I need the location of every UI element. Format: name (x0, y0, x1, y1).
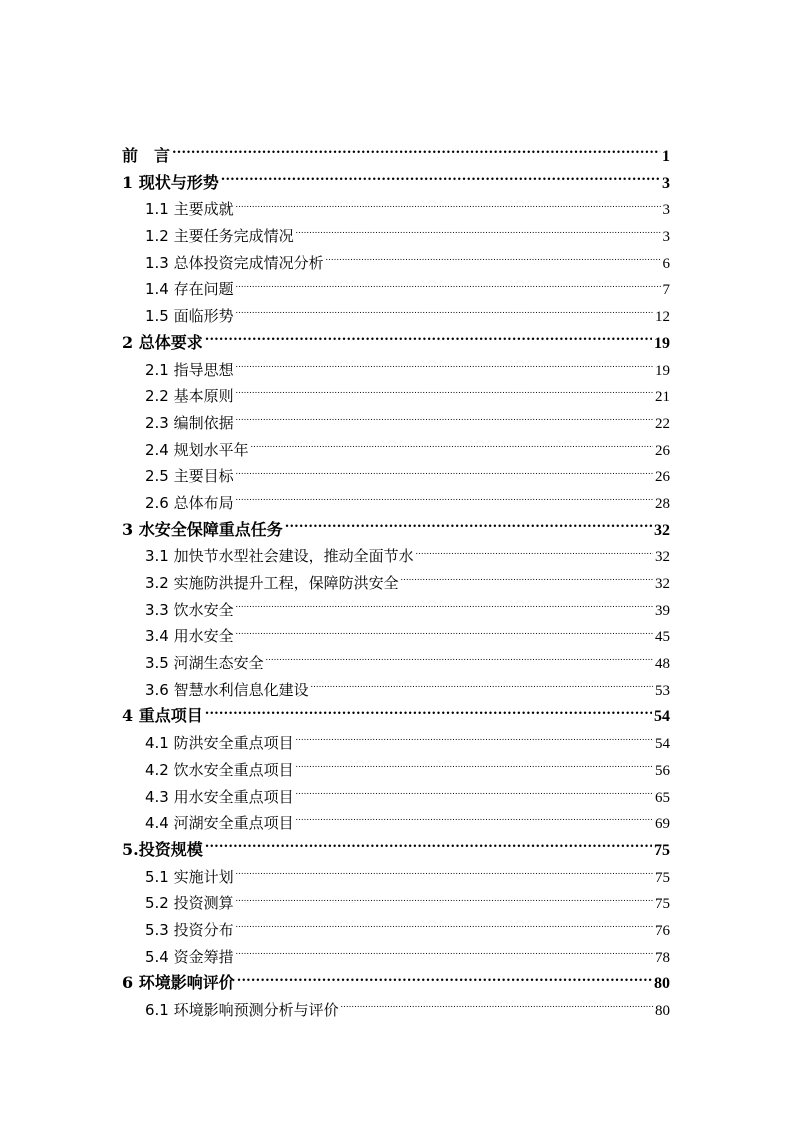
toc-entry-title: 6.1 环境影响预测分析与评价 (145, 1001, 339, 1019)
toc-entry-page-number: 54 (655, 736, 670, 753)
dot-leader (236, 199, 661, 214)
toc-entry-title: 3.6 智慧水利信息化建设 (145, 680, 309, 699)
toc-entry-title: 1.4 存在问题 (145, 280, 234, 299)
dot-leader (236, 306, 653, 321)
toc-entry-page-number: 12 (655, 309, 670, 326)
dot-leader (236, 600, 653, 615)
toc-entry-page-number: 3 (662, 174, 670, 192)
toc-chapter-entry[interactable] (122, 330, 670, 357)
dot-leader (172, 145, 660, 161)
dot-leader (285, 519, 652, 535)
toc-entry-title: 1 现状与形势 (122, 172, 219, 192)
toc-section-entry[interactable] (122, 810, 670, 837)
toc-entry-page-number: 6 (662, 255, 670, 272)
toc-section-entry[interactable] (122, 303, 670, 330)
toc-section-entry[interactable] (122, 864, 670, 891)
toc-section-entry[interactable] (122, 944, 670, 971)
toc-entry-page-number: 1 (662, 148, 670, 165)
dot-leader (205, 705, 652, 721)
toc-entry-title: 6 环境影响评价 (122, 973, 235, 993)
toc-entry-page-number: 3 (662, 202, 670, 219)
toc-chapter-entry[interactable] (122, 143, 670, 170)
toc-section-entry[interactable] (122, 223, 670, 250)
dot-leader (311, 680, 653, 695)
dot-leader (296, 733, 653, 748)
dot-leader (236, 626, 653, 641)
toc-section-entry[interactable] (122, 410, 670, 437)
toc-entry-title: 2.5 主要目标 (145, 467, 234, 486)
toc-entry-title: 4.2 饮水安全重点项目 (145, 760, 294, 779)
toc-entry-page-number: 7 (662, 282, 670, 299)
toc-entry-page-number: 32 (654, 521, 670, 539)
toc-section-entry[interactable] (122, 463, 670, 490)
toc-entry-title: 3.3 饮水安全 (145, 600, 234, 619)
toc-entry-title: 1.1 主要成就 (145, 200, 234, 219)
toc-entry-title: 1.3 总体投资完成情况分析 (145, 253, 324, 272)
toc-entry-page-number: 45 (655, 629, 670, 646)
toc-section-entry[interactable] (122, 917, 670, 944)
toc-section-entry[interactable] (122, 276, 670, 303)
toc-entry-title: 2.6 总体布局 (145, 493, 234, 512)
toc-entry-page-number: 78 (655, 949, 670, 966)
dot-leader (236, 386, 653, 401)
toc-entry-page-number: 21 (655, 389, 670, 406)
toc-entry-title: 5.1 实施计划 (145, 867, 234, 886)
dot-leader (236, 947, 653, 962)
toc-section-entry[interactable] (122, 757, 670, 784)
toc-entry-page-number: 65 (655, 789, 670, 806)
dot-leader (251, 440, 653, 455)
dot-leader (341, 1000, 653, 1015)
table-of-contents (122, 143, 670, 1024)
toc-entry-page-number: 56 (655, 762, 670, 779)
toc-entry-title: 3 水安全保障重点任务 (122, 519, 283, 539)
toc-entry-page-number: 3 (662, 229, 670, 246)
toc-entry-page-number: 75 (654, 841, 670, 859)
dot-leader (296, 226, 661, 241)
toc-entry-title: 3.2 实施防洪提升工程，保障防洪安全 (145, 574, 399, 592)
dot-leader (236, 867, 653, 882)
toc-entry-page-number: 32 (655, 576, 670, 592)
toc-entry-title: 2.1 指导思想 (145, 360, 234, 379)
toc-entry-title: 4.4 河湖安全重点项目 (145, 814, 294, 833)
toc-section-entry[interactable] (122, 383, 670, 410)
toc-entry-page-number: 75 (655, 869, 670, 886)
toc-entry-page-number: 76 (655, 922, 670, 939)
toc-section-entry[interactable] (122, 784, 670, 811)
toc-entry-title: 2.4 规划水平年 (145, 440, 249, 459)
dot-leader (266, 653, 653, 668)
toc-entry-title: 前 言 (122, 146, 171, 165)
toc-entry-page-number: 26 (655, 442, 670, 459)
toc-entry-page-number: 26 (655, 469, 670, 486)
toc-entry-page-number: 48 (655, 656, 670, 673)
toc-entry-title: 1.2 主要任务完成情况 (145, 227, 294, 246)
toc-entry-page-number: 69 (655, 816, 670, 833)
dot-leader (236, 413, 653, 428)
toc-section-entry[interactable] (122, 490, 670, 517)
toc-entry-page-number: 53 (655, 682, 670, 699)
toc-entry-title: 5.4 资金筹措 (145, 947, 234, 966)
toc-entry-title: 5.投资规模 (122, 839, 203, 859)
toc-section-entry[interactable] (122, 196, 670, 223)
toc-section-entry[interactable] (122, 597, 670, 624)
toc-entry-title: 4 重点项目 (122, 706, 203, 726)
toc-section-entry[interactable] (122, 677, 670, 704)
toc-section-entry[interactable] (122, 623, 670, 650)
toc-chapter-entry[interactable] (122, 970, 670, 997)
toc-section-entry[interactable] (122, 570, 670, 597)
toc-section-entry[interactable] (122, 357, 670, 384)
dot-leader (236, 279, 661, 294)
toc-entry-title: 3.1 加快节水型社会建设，推动全面节水 (145, 547, 414, 566)
toc-entry-page-number: 39 (655, 602, 670, 619)
toc-entry-title: 5.2 投资测算 (145, 894, 234, 913)
toc-entry-title: 3.5 河湖生态安全 (145, 654, 264, 673)
dot-leader (236, 360, 653, 375)
toc-chapter-entry[interactable] (122, 517, 670, 544)
toc-entry-page-number: 75 (655, 896, 670, 913)
dot-leader (205, 839, 652, 855)
dot-leader (326, 253, 661, 268)
toc-section-entry[interactable] (122, 890, 670, 917)
toc-chapter-entry[interactable] (122, 170, 670, 197)
toc-section-entry[interactable] (122, 997, 670, 1024)
dot-leader (236, 493, 653, 508)
toc-chapter-entry[interactable] (122, 703, 670, 730)
toc-entry-title: 4.1 防洪安全重点项目 (145, 734, 294, 753)
dot-leader (205, 332, 652, 348)
toc-entry-page-number: 22 (655, 415, 670, 432)
toc-entry-page-number: 54 (654, 708, 670, 726)
toc-entry-page-number: 80 (654, 975, 670, 993)
dot-leader (236, 920, 653, 935)
toc-entry-page-number: 80 (655, 1003, 670, 1019)
dot-leader (296, 760, 653, 775)
dot-leader (236, 893, 653, 908)
toc-entry-title: 2.3 编制依据 (145, 413, 234, 432)
toc-entry-title: 4.3 用水安全重点项目 (145, 787, 294, 806)
toc-section-entry[interactable] (122, 650, 670, 677)
toc-chapter-entry[interactable] (122, 837, 670, 864)
toc-entry-page-number: 19 (654, 334, 670, 352)
dot-leader (296, 787, 653, 802)
toc-section-entry[interactable] (122, 730, 670, 757)
dot-leader (236, 466, 653, 481)
dot-leader (221, 172, 660, 188)
dot-leader (237, 972, 652, 988)
toc-entry-title: 5.3 投资分布 (145, 920, 234, 939)
toc-entry-title: 3.4 用水安全 (145, 627, 234, 646)
toc-entry-title: 2.2 基本原则 (145, 387, 234, 406)
toc-entry-page-number: 19 (655, 362, 670, 379)
toc-section-entry[interactable] (122, 543, 670, 570)
dot-leader (296, 813, 653, 828)
dot-leader (401, 573, 653, 588)
toc-entry-title: 1.5 面临形势 (145, 307, 234, 326)
toc-section-entry[interactable] (122, 437, 670, 464)
toc-entry-page-number: 32 (655, 549, 670, 566)
toc-section-entry[interactable] (122, 250, 670, 277)
toc-entry-title: 2 总体要求 (122, 332, 203, 352)
toc-entry-page-number: 28 (655, 495, 670, 512)
dot-leader (416, 546, 653, 561)
